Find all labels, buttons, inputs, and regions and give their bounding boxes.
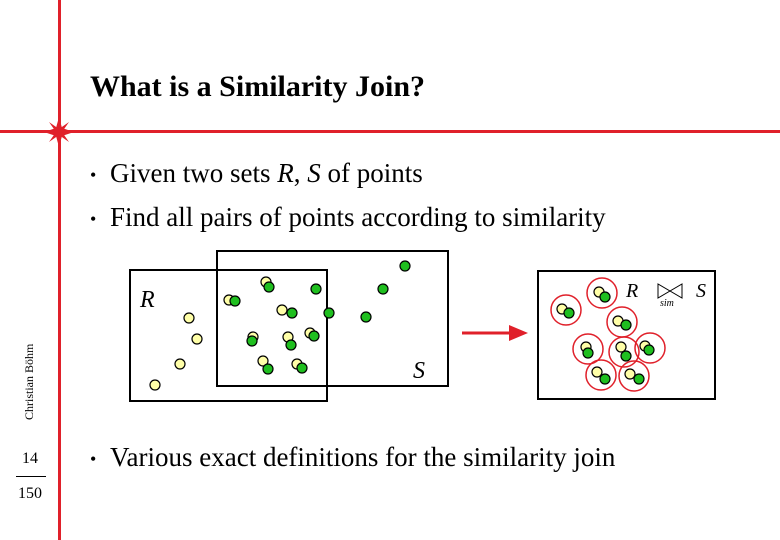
point-s [644, 345, 654, 355]
point-s [297, 363, 307, 373]
point-s [230, 296, 240, 306]
point-r [592, 367, 602, 377]
point-s [621, 320, 631, 330]
bullet-item-3: • Various exact definitions for the similarity join [90, 442, 616, 472]
bullet-item-2: • Find all pairs of points according to similarity [90, 202, 606, 232]
point-r [625, 369, 635, 379]
point-s [378, 284, 388, 294]
point-s [263, 364, 273, 374]
slide-title: What is a Similarity Join? [90, 70, 426, 103]
set-r-box [130, 270, 327, 401]
point-s [311, 284, 321, 294]
point-s [361, 312, 371, 322]
point-r [150, 380, 160, 390]
point-s [286, 340, 296, 350]
points-s [230, 261, 410, 374]
point-r [277, 305, 287, 315]
author-name: Christian Böhm [22, 343, 36, 420]
result-r-label: R [626, 280, 639, 302]
arrow-icon [462, 325, 528, 341]
bullet-dot-icon: • [90, 209, 97, 230]
set-r-label: R [140, 287, 155, 313]
point-s [564, 308, 574, 318]
bullet-dot-icon: • [90, 449, 97, 470]
point-s [600, 374, 610, 384]
points-r [150, 277, 315, 390]
point-s [400, 261, 410, 271]
point-r [184, 313, 194, 323]
point-r [616, 342, 626, 352]
point-s [324, 308, 334, 318]
bullet-dot-icon: • [90, 165, 97, 186]
point-s [247, 336, 257, 346]
point-s [287, 308, 297, 318]
point-r [175, 359, 185, 369]
point-r [192, 334, 202, 344]
set-s-label: S [413, 358, 425, 384]
point-s [600, 292, 610, 302]
bowtie-join-icon [658, 284, 682, 298]
join-subscript: sim [660, 298, 674, 309]
point-s [634, 374, 644, 384]
point-s [309, 331, 319, 341]
page-total: 150 [18, 485, 42, 502]
point-s [621, 351, 631, 361]
bullet-item-1: • Given two sets R, S of points [90, 158, 423, 188]
point-s [583, 348, 593, 358]
result-s-label: S [696, 280, 706, 302]
page-number: 14 [22, 450, 38, 467]
point-s [264, 282, 274, 292]
